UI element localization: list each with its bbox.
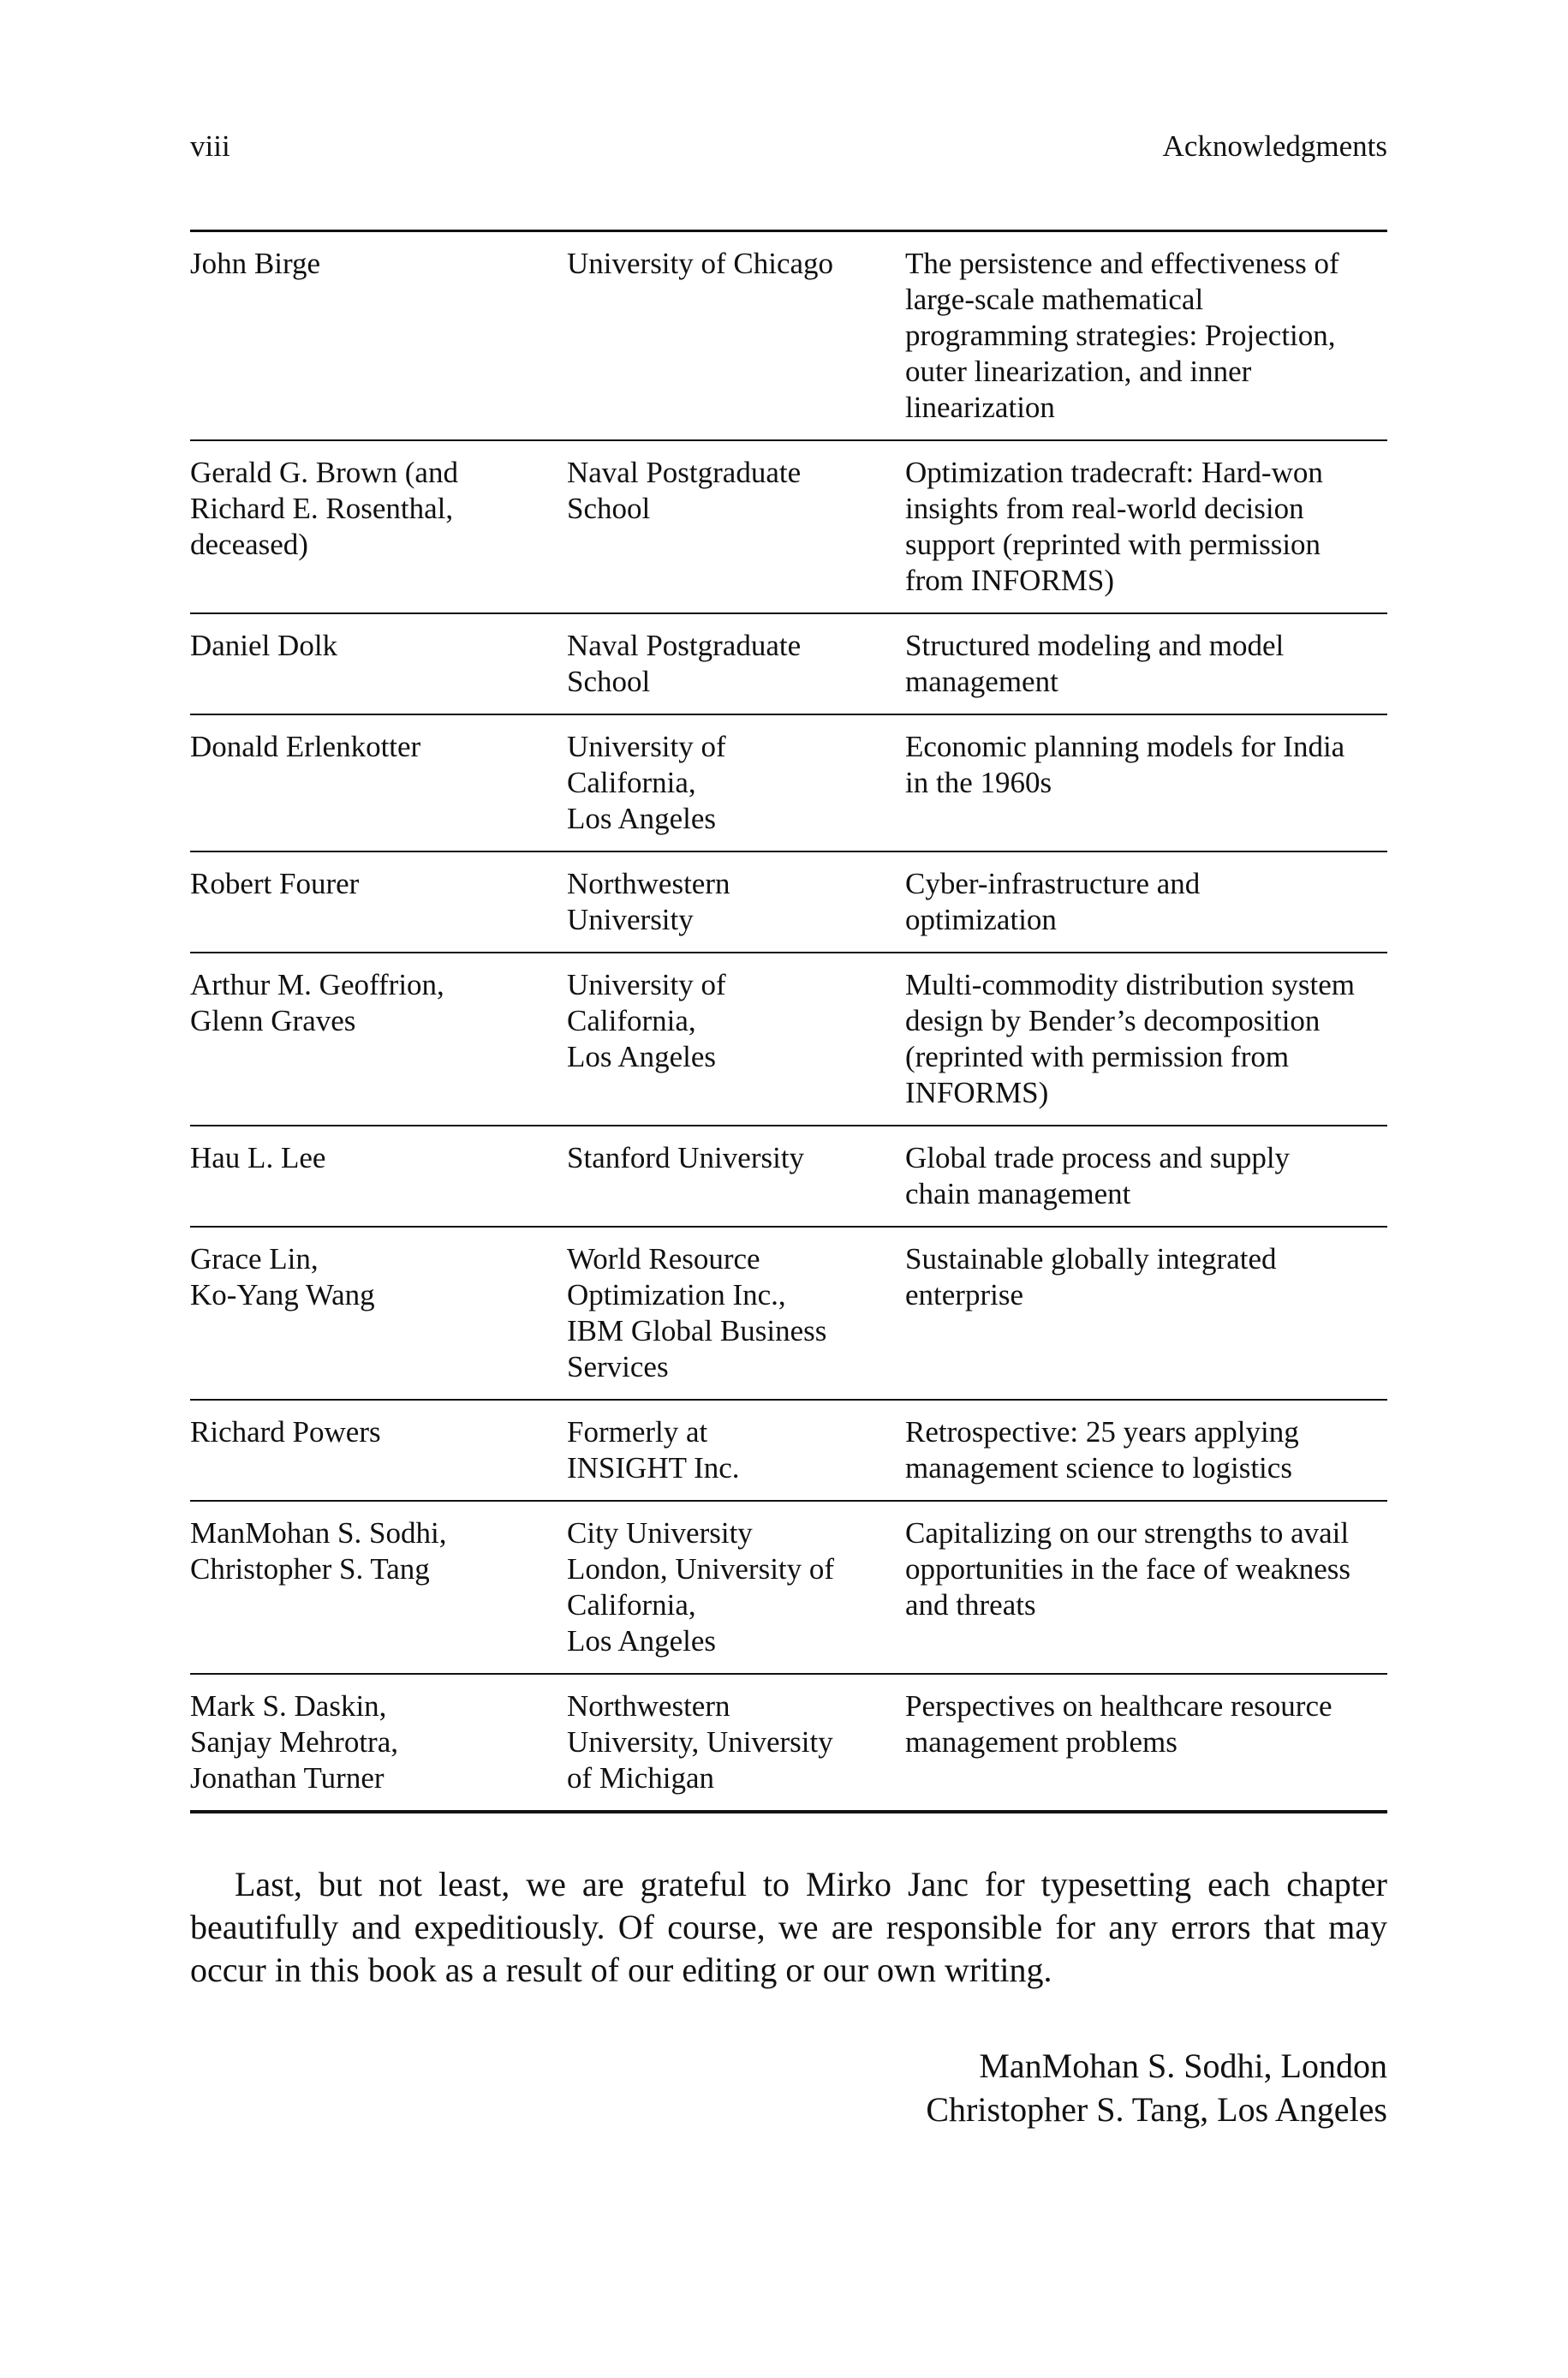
chapter-topic: Sustainable globally integrated enterprise <box>905 1227 1387 1400</box>
contributor-name: Arthur M. Geoffrion, Glenn Graves <box>190 953 565 1126</box>
contributor-name: John Birge <box>190 247 320 280</box>
chapter-topic: Perspectives on healthcare resource management problems <box>905 1674 1387 1812</box>
acknowledgments-table <box>190 230 1387 1813</box>
contributor-name: Gerald G. Brown (and Richard E. Rosenthal, deceased) <box>190 440 565 613</box>
contributor-institution: World Resource Optimization Inc., IBM Global Business Services <box>565 1227 905 1400</box>
contributor-name: Hau L. Lee <box>190 1126 565 1227</box>
table-row <box>190 1400 1387 1501</box>
page-number: viii <box>190 129 230 163</box>
contributor-institution: Northwestern University, University of Michigan <box>565 1674 905 1812</box>
table-row <box>190 1674 1387 1812</box>
contributor-name: Donald Erlenkotter <box>190 714 565 851</box>
chapter-topic: Multi-commodity distribution system design by Bender’s decomposition (reprinted with permission from INFORMS) <box>905 953 1387 1126</box>
table-row <box>190 440 1387 613</box>
contributor-name: Robert Fourer <box>190 851 565 953</box>
chapter-topic: Retrospective: 25 years applying management science to logistics <box>905 1400 1387 1501</box>
table-row <box>190 851 1387 953</box>
chapter-topic: Structured modeling and model management <box>905 613 1387 714</box>
chapter-topic: Optimization tradecraft: Hard-won insights from real-world decision support (reprinted with permission from INFORMS) <box>905 440 1387 613</box>
table-row <box>190 1501 1387 1674</box>
chapter-topic: Cyber-infrastructure and optimization <box>905 851 1387 953</box>
table-row <box>190 1126 1387 1227</box>
contributor-institution: University of Chicago <box>567 247 834 280</box>
contributor-name: ManMohan S. Sodhi, Christopher S. Tang <box>190 1501 565 1674</box>
section-title: Acknowledgments <box>1162 129 1387 163</box>
closing-paragraph: Last, but not least, we are grateful to Mirko Janc for typesetting each chapter beautifully and expeditiously. Of course, we are responsible for any errors that may occur in this book as a result of our editing or our own writing. <box>190 1865 1387 1989</box>
chapter-topic: Economic planning models for India in the 1960s <box>905 714 1387 851</box>
table-row <box>190 714 1387 851</box>
table-row <box>190 953 1387 1126</box>
chapter-topic: Global trade process and supply chain management <box>905 1126 1387 1227</box>
contributor-institution: City University London, University of California, Los Angeles <box>565 1501 905 1674</box>
signature-line: Christopher S. Tang, Los Angeles <box>926 2090 1387 2129</box>
table-row <box>190 1227 1387 1400</box>
contributor-name: Daniel Dolk <box>190 613 565 714</box>
contributor-institution: University of California, Los Angeles <box>565 953 905 1126</box>
contributor-institution: Naval Postgraduate School <box>565 440 905 613</box>
contributor-institution: Naval Postgraduate School <box>565 613 905 714</box>
signature-line: ManMohan S. Sodhi, London <box>979 2046 1387 2085</box>
contributor-institution: Northwestern University <box>565 851 905 953</box>
table-row <box>190 613 1387 714</box>
contributor-name: Richard Powers <box>190 1400 565 1501</box>
contributor-institution: Formerly at INSIGHT Inc. <box>565 1400 905 1501</box>
contributor-name: Grace Lin, Ko-Yang Wang <box>190 1227 565 1400</box>
contributor-institution: University of California, Los Angeles <box>565 714 905 851</box>
running-head <box>190 125 1387 168</box>
contributor-name: Mark S. Daskin, Sanjay Mehrotra, Jonathan Turner <box>190 1674 565 1812</box>
table-row <box>190 231 1387 441</box>
chapter-topic: The persistence and effectiveness of large-scale mathematical programming strategies: Projection, outer linearization, and inner linearization <box>905 247 1339 424</box>
chapter-topic: Capitalizing on our strengths to avail opportunities in the face of weakness and threats <box>905 1501 1387 1674</box>
contributor-institution: Stanford University <box>565 1126 905 1227</box>
